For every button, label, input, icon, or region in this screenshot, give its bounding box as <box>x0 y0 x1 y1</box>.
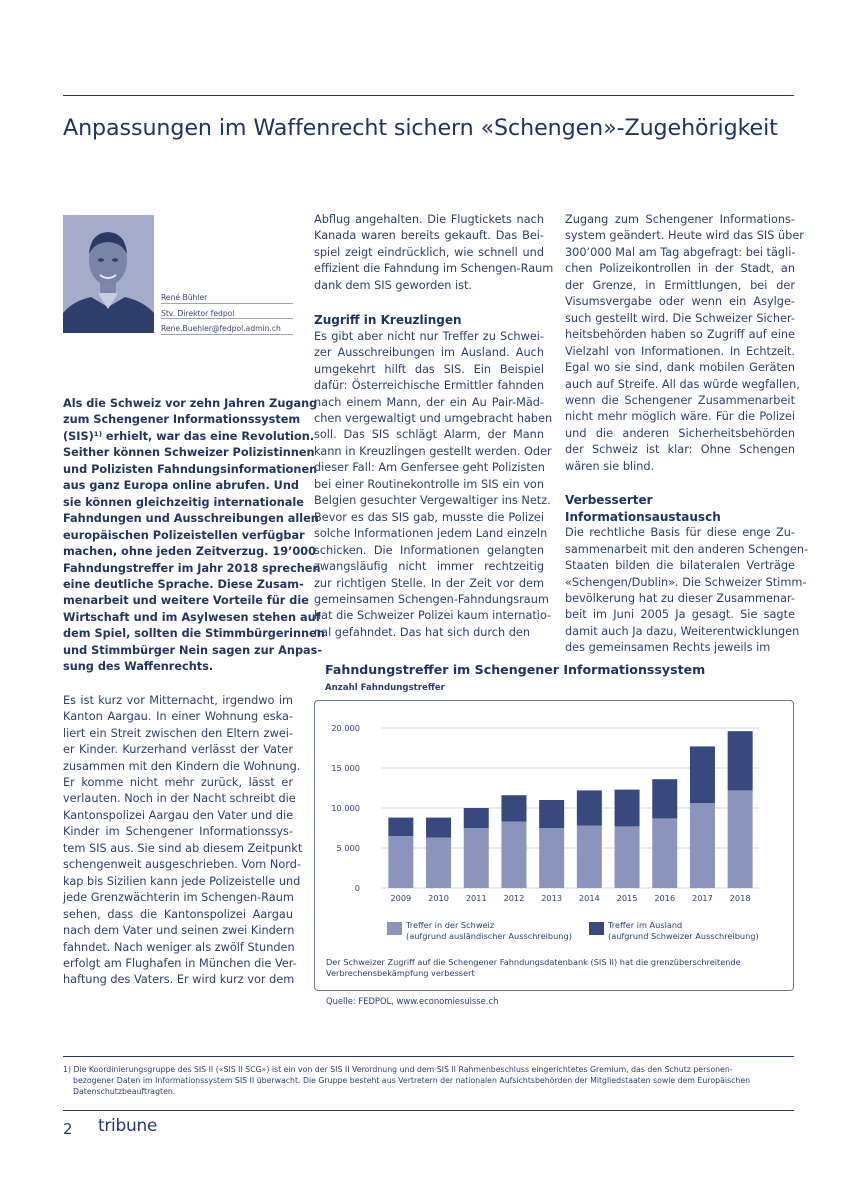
note-line: Verbrechensbekämpfung verbessert <box>326 968 475 978</box>
text-line: Wirtschaft und im Asylwesen stehen auf <box>63 610 321 624</box>
body-paragraph <box>63 693 303 989</box>
text-line: spiel zeigt eindrücklich, wie schnell und <box>314 245 544 259</box>
legend-swatch-abroad <box>589 922 604 935</box>
column-1 <box>63 396 325 989</box>
bar-abroad <box>615 790 640 827</box>
section-heading: Verbesserter Informationsaustausch <box>565 493 721 524</box>
y-tick-label: 15 000 <box>331 763 360 773</box>
text-line: zer Ausschreibungen im Ausland. Auch <box>314 346 544 360</box>
text-line: Staaten bilden die bilateralen Verträge <box>565 559 795 573</box>
text-line: schicken. Die Informationen gelangten <box>314 543 544 557</box>
bar-switzerland <box>577 826 602 888</box>
text-line: Als die Schweiz vor zehn Jahren Zugang <box>63 397 318 410</box>
x-tick-label: 2013 <box>541 893 563 903</box>
x-tick-label: 2018 <box>729 893 751 903</box>
bar-switzerland <box>690 803 715 888</box>
footnote <box>63 1064 763 1097</box>
text-line: zwangsläufig nicht immer rechtzeitig <box>314 560 544 574</box>
y-tick-label: 5 000 <box>336 843 360 853</box>
text-line: «Schengen/Dublin». Die Schweizer Stimm- <box>565 575 807 589</box>
text-line: wenn die Schengener Zusammenarbeit <box>565 393 795 407</box>
text-line: Fahndungstreffer im Jahr 2018 sprechen <box>63 561 321 575</box>
text-line: sung des Waffenrechts. <box>63 660 214 674</box>
text-line: er Kinder. Kurzerhand verlässt der Vater <box>63 743 293 757</box>
x-tick-label: 2014 <box>578 893 600 903</box>
text-line: nach dem Vater und seinen zwei Kindern <box>63 924 295 938</box>
body-paragraph <box>314 329 553 642</box>
text-line: dieser Fall: Am Genfersee geht Polizisten <box>314 461 545 475</box>
bar-switzerland <box>501 822 526 888</box>
bar-switzerland <box>728 790 753 888</box>
text-line: Er komme nicht mehr zurück, lässt er <box>63 775 293 789</box>
text-line: kap bis Sizilien kann jede Polizeistelle und <box>63 874 301 888</box>
text-line: und Polizisten Fahndungsinformationen <box>63 462 318 476</box>
bar-switzerland <box>615 826 640 888</box>
text-line: Es ist kurz vor Mitternacht, irgendwo im <box>63 693 293 707</box>
chart-title: Fahndungstreffer im Schengener Informationssystem <box>325 662 706 677</box>
text-line: machen, ohne jeden Zeitverzug. 19’000 <box>63 545 317 559</box>
bar-switzerland <box>539 828 564 888</box>
text-line: Abflug angehalten. Die Flugtickets nach <box>314 213 544 226</box>
text-line: nach einem Mann, der ein Au Pair-Mäd- <box>314 395 544 409</box>
text-line: Seither können Schweizer Polizistinnen <box>63 446 315 460</box>
bottom-rule <box>63 1110 794 1111</box>
text-line: bevölkerung hat zu dieser Zusammenar- <box>565 591 795 605</box>
bar-switzerland <box>464 828 489 888</box>
text-line: heitsbehörden haben so Zugriff auf eine <box>565 328 795 342</box>
text-line: des gemeinsamen Rechts jeweils im <box>565 641 771 655</box>
divider <box>161 334 293 335</box>
bar-abroad <box>539 800 564 828</box>
text-line: hat die Schweizer Polizei kaum internatio- <box>314 609 552 623</box>
text-line: Kanton Aargau. In einer Wohnung eska- <box>63 710 293 724</box>
text-line: Egal wo sie sind, dank mobilen Geräten <box>565 361 795 375</box>
text-line: europäischen Polizeistellen verfügbar <box>63 528 305 542</box>
text-line: zum Schengener Informationssystem <box>63 413 301 427</box>
text-line: dafür: Österreichische Ermittler fahnden <box>314 379 544 393</box>
author-role: Stv. Direktor fedpol <box>161 309 235 318</box>
legend-line: Treffer in der Schweiz <box>406 920 495 930</box>
text-line: liert ein Streit zwischen den Eltern zwei- <box>63 726 293 740</box>
page-title: Anpassungen im Waffenrecht sichern «Schengen»-Zugehörigkeit <box>63 115 778 141</box>
text-line: zur richtigen Stelle. In der Zeit vor dem <box>314 576 544 590</box>
text-line: verlauten. Noch in der Nacht schreibt die <box>63 792 296 806</box>
text-line: der Grenze, in Ermittlungen, bei der <box>565 278 795 292</box>
footnote-line: bezogener Daten im Informationssystem SIS II überwacht. Die Gruppe besteht aus Vertretern der nationalen Aufsichtsbehörden der Mitgliedstaaten sowie dem Europäischen <box>73 1076 751 1085</box>
text-line: Kinder im Schengener Informationssys- <box>63 825 293 839</box>
text-line: Die rechtliche Basis für diese enge Zu- <box>565 526 795 540</box>
text-line: der Schweiz ist klar: Ohne Schengen <box>565 443 795 457</box>
bar-abroad <box>464 808 489 828</box>
text-line: aus ganz Europa online abrufen. Und <box>63 479 299 493</box>
text-line: beit im Juni 2005 Ja gesagt. Sie sagte <box>565 608 795 622</box>
chart-note <box>326 957 741 979</box>
legend-swatch-switzerland <box>387 922 402 935</box>
lead-paragraph <box>63 396 325 676</box>
divider <box>161 303 293 304</box>
bar-switzerland <box>426 838 451 888</box>
bar-switzerland <box>652 818 677 888</box>
footnote-rule <box>63 1056 794 1057</box>
legend-line: Treffer im Ausland <box>608 920 683 930</box>
text-line: Es gibt aber nicht nur Treffer zu Schwei- <box>314 329 544 343</box>
text-line: und Stimmbürger Nein sagen zur Anpas- <box>63 643 323 657</box>
text-line: nal gefahndet. Das hat sich durch den <box>314 625 531 639</box>
text-line: schengenweit ausgeschrieben. Vom Nord- <box>63 858 301 872</box>
text-line: Vielzahl von Informationen. In Echtzeit. <box>565 344 795 358</box>
x-tick-label: 2009 <box>390 893 412 903</box>
text-line: sie können gleichzeitig internationale <box>63 495 304 509</box>
text-line: tem SIS aus. Sie sind ab diesem Zeitpunkt <box>63 841 303 855</box>
text-line: Kantonspolizei Aargau den Vater und die <box>63 808 294 822</box>
text-line: Fahndungen und Ausschreibungen allen <box>63 512 319 526</box>
text-line: 300’000 Mal am Tag abgefragt: bei tägli- <box>565 245 796 259</box>
y-tick-label: 0 <box>354 883 360 893</box>
chart-source: Quelle: FEDPOL, www.economiesuisse.ch <box>326 996 499 1006</box>
author-email: Rene.Buehler@fedpol.admin.ch <box>161 324 281 333</box>
text-line: haftung des Vaters. Er wird kurz vor dem <box>63 973 295 987</box>
column-3 <box>565 212 809 657</box>
text-line: dank dem SIS geworden ist. <box>314 278 473 292</box>
text-line: nicht mehr möglich wäre. Für die Polizei <box>565 410 795 424</box>
text-line: such gestellt wird. Die Schweizer Sicher- <box>565 311 795 325</box>
divider <box>161 318 293 319</box>
x-tick-label: 2015 <box>616 893 638 903</box>
text-line: effizient die Fahndung im Schengen-Raum <box>314 262 554 276</box>
bar-abroad <box>577 790 602 825</box>
text-line: Visumsvergabe oder wenn ein Asylge- <box>565 295 795 309</box>
bar-chart <box>314 700 794 920</box>
text-line: zusammen mit den Kindern die Wohnung. <box>63 759 301 773</box>
legend-label-switzerland <box>406 920 572 942</box>
bar-abroad <box>501 795 526 821</box>
text-line: Bevor es das SIS gab, musste die Polizei <box>314 510 544 524</box>
y-tick-label: 10 000 <box>331 803 360 813</box>
text-line: sammenarbeit mit den anderen Schengen- <box>565 542 809 556</box>
footnote-line: 1) Die Koordinierungsgruppe des SIS II («SIS II SCG») ist ein von der SIS II Verordnung und dem SIS II Rahmenbeschluss eingerichtetes Gremium, das den Schutz personen- <box>63 1065 733 1074</box>
text-line: chen vergewaltigt und umgebracht haben <box>314 411 553 425</box>
text-line: (SIS)¹⁾ erhielt, war das eine Revolution. <box>63 429 315 443</box>
text-line: Zugang zum Schengener Informations- <box>565 213 795 226</box>
legend-label-abroad <box>608 920 759 942</box>
y-tick-label: 20 000 <box>331 723 360 733</box>
text-line: solche Informationen jedem Land einzeln <box>314 527 548 541</box>
brand-logo: tribune <box>98 1116 158 1136</box>
text-line: Belgien gesuchter Vergewaltiger ins Netz. <box>314 494 551 508</box>
text-line: umgekehrt hilft das SIS. Ein Beispiel <box>314 362 544 376</box>
chart-y-label: Anzahl Fahndungstreffer <box>325 683 445 693</box>
page-number: 2 <box>63 1120 73 1138</box>
x-tick-label: 2010 <box>428 893 449 903</box>
bar-abroad <box>652 779 677 818</box>
text-line: chen Polizeikontrollen in der Stadt, an <box>565 262 795 276</box>
bar-abroad <box>388 818 413 836</box>
x-tick-label: 2016 <box>654 893 676 903</box>
top-rule <box>63 95 794 96</box>
text-line: menarbeit und weitere Vorteile für die <box>63 594 309 608</box>
text-line: damit auch Ja dazu, Weiterentwicklungen <box>565 624 800 638</box>
body-paragraph <box>314 212 554 294</box>
author-photo <box>63 215 154 333</box>
footnote-line: Datenschutzbeauftragten. <box>73 1087 176 1096</box>
section-heading: Zugriff in Kreuzlingen <box>314 313 462 328</box>
text-line: Kanada waren bereits gekauft. Das Bei- <box>314 229 544 243</box>
body-paragraph <box>565 212 804 475</box>
bar-switzerland <box>388 836 413 888</box>
text-line: und die anderen Sicherheitsbehörden <box>565 426 795 440</box>
text-line: wären sie blind. <box>565 459 655 473</box>
portrait-image <box>63 215 154 333</box>
text-line: erfolgt am Flughafen in München die Ver- <box>63 956 297 970</box>
text-line: auch auf Streife. All das würde wegfallen, <box>565 377 800 391</box>
bar-abroad <box>728 731 753 790</box>
x-tick-label: 2012 <box>503 893 525 903</box>
text-line: fahndet. Nach weniger als zwölf Stunden <box>63 940 295 954</box>
text-line: kann in Kreuzlingen gestellt werden. Oder <box>314 444 552 458</box>
x-tick-label: 2017 <box>692 893 713 903</box>
text-line: sehen, dass die Kantonspolizei Aargau <box>63 907 293 921</box>
text-line: dem Spiel, sollten die Stimmbürgerinnen <box>63 627 325 641</box>
text-line: system geändert. Heute wird das SIS über <box>565 229 804 243</box>
bar-abroad <box>690 746 715 803</box>
text-line: bei einer Routinekontrolle im SIS ein von <box>314 477 544 491</box>
note-line: Der Schweizer Zugriff auf die Schengener Fahndungsdatenbank (SIS II) hat die grenzüberschreitende <box>326 957 741 967</box>
bar-abroad <box>426 818 451 838</box>
text-line: gemeinsamen Schengen-Fahndungsraum <box>314 592 549 606</box>
author-name: René Bühler <box>161 293 208 302</box>
x-tick-label: 2011 <box>465 893 487 903</box>
body-paragraph <box>565 525 809 657</box>
text-line: eine deutliche Sprache. Diese Zusam- <box>63 577 304 591</box>
legend-line: (aufgrund ausländischer Ausschreibung) <box>406 931 572 941</box>
legend-line: (aufgrund Schweizer Ausschreibung) <box>608 931 759 941</box>
text-line: soll. Das SIS schlägt Alarm, der Mann <box>314 428 544 442</box>
column-2 <box>314 212 554 641</box>
text-line: jede Grenzwächterin im Schengen-Raum <box>63 891 294 905</box>
